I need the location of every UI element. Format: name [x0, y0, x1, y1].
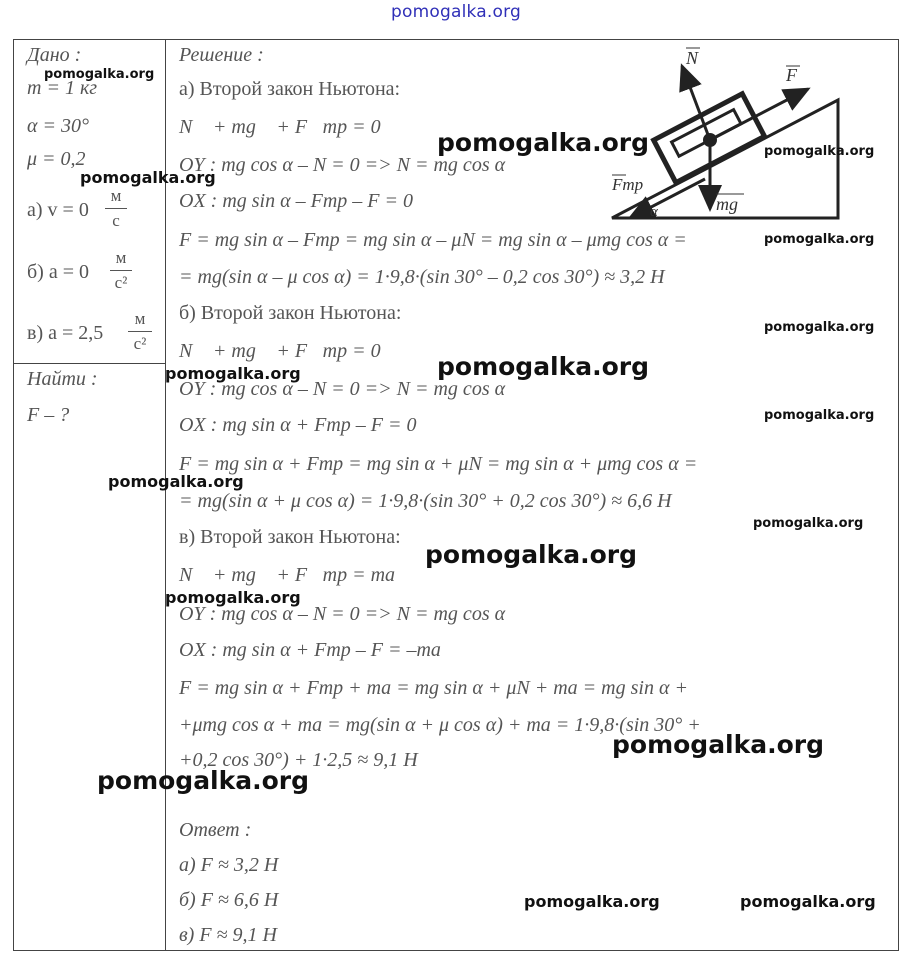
solution-line: N⃗ + mg⃗ + F⃗тр = ma⃗ — [179, 564, 411, 586]
unit-denominator: с² — [114, 273, 128, 292]
answer-line: в) F ≈ 9,1 Н — [179, 924, 277, 946]
given-case-c: в) a = 2,5 — [27, 322, 104, 344]
watermark: pomogalka.org — [425, 540, 638, 569]
unit-numerator: м — [110, 186, 122, 205]
solution-line: OY : mg cos α – N = 0 => N = mg cos α — [179, 603, 506, 625]
applied-force-label: F — [786, 65, 797, 85]
solution-line: а) Второй закон Ньютона: — [179, 78, 401, 100]
solution-line: = mg(sin α – μ cos α) = 1·9,8·(sin 30° – 0,2 cos 30°) ≈ 3,2 Н — [179, 266, 665, 288]
watermark: pomogalka.org — [44, 67, 155, 82]
given-angle: α = 30° — [27, 115, 89, 137]
solution-line: N⃗ + mg⃗ + F⃗тр = 0⃗ — [179, 340, 397, 362]
given-find-divider — [13, 363, 165, 364]
answer-line: а) F ≈ 3,2 Н — [179, 854, 279, 876]
given-header: Дано : — [27, 44, 82, 66]
given-case-b-unit — [110, 248, 132, 293]
solution-line: = mg(sin α + μ cos α) = 1·9,8·(sin 30° + 0,2 cos 30°) ≈ 6,6 Н — [179, 490, 672, 512]
answer-header: Ответ : — [179, 819, 252, 841]
watermark: pomogalka.org — [764, 232, 875, 247]
solution-line: F = mg sin α – Fтр = mg sin α – μN = mg sin α – μmg cos α = — [179, 229, 687, 251]
friction-label: Fтр — [612, 175, 644, 194]
watermark: pomogalka.org — [764, 320, 875, 335]
find-value: F – ? — [27, 404, 70, 426]
solution-line: б) Второй закон Ньютона: — [179, 302, 402, 324]
solution-line: +0,2 cos 30°) + 1·2,5 ≈ 9,1 Н — [179, 749, 418, 771]
solution-line: OX : mg sin α – Fтр – F = 0 — [179, 190, 413, 212]
solution-line: в) Второй закон Ньютона: — [179, 526, 401, 548]
unit-numerator: м — [115, 248, 127, 267]
watermark: pomogalka.org — [437, 128, 650, 157]
solution-line: N⃗ + mg⃗ + F⃗тр = 0⃗ — [179, 116, 397, 138]
angle-label: α — [650, 204, 658, 220]
solution-line: OX : mg sin α + Fтр – F = 0 — [179, 414, 417, 436]
given-case-b: б) a = 0 — [27, 261, 89, 283]
solution-line: OX : mg sin α + Fтр – F = –ma — [179, 639, 441, 661]
watermark: pomogalka.org — [524, 892, 660, 911]
solution-line: F = mg sin α + Fтр + ma = mg sin α + μN + ma = mg sin α + — [179, 677, 688, 699]
unit-numerator: м — [134, 309, 146, 328]
given-case-a-unit — [105, 186, 127, 231]
gravity-label: mg — [716, 194, 738, 214]
answer-line: б) F ≈ 6,6 Н — [179, 889, 279, 911]
watermark: pomogalka.org — [80, 168, 216, 187]
normal-force-label: N — [686, 48, 699, 68]
solution-line: +μmg cos α + ma = mg(sin α + μ cos α) + ma = 1·9,8·(sin 30° + — [179, 714, 701, 736]
watermark: pomogalka.org — [764, 144, 875, 159]
given-case-a: а) v = 0 — [27, 199, 89, 221]
solution-line: OY : mg cos α – N = 0 => N = mg cos α — [179, 378, 506, 400]
watermark: pomogalka.org — [165, 364, 301, 383]
watermark: pomogalka.org — [740, 892, 876, 911]
solution-line: OY : mg cos α – N = 0 => N = mg cos α — [179, 154, 506, 176]
watermark: pomogalka.org — [764, 408, 875, 423]
unit-denominator: с² — [133, 334, 147, 353]
watermark: pomogalka.org — [437, 352, 650, 381]
watermark: pomogalka.org — [97, 766, 310, 795]
watermark: pomogalka.org — [612, 730, 825, 759]
solution-line: F = mg sin α + Fтр = mg sin α + μN = mg sin α + μmg cos α = — [179, 453, 698, 475]
watermark: pomogalka.org — [165, 588, 301, 607]
watermark: pomogalka.org — [108, 472, 244, 491]
watermark: pomogalka.org — [753, 516, 864, 531]
site-header-link[interactable]: pomogalka.org — [391, 2, 521, 22]
given-friction-coef: μ = 0,2 — [27, 148, 86, 170]
find-header: Найти : — [27, 368, 98, 390]
solution-header: Решение : — [179, 44, 264, 66]
given-mass: m = 1 кг — [27, 77, 98, 99]
unit-denominator: с — [112, 211, 120, 230]
given-case-c-unit — [128, 309, 152, 354]
